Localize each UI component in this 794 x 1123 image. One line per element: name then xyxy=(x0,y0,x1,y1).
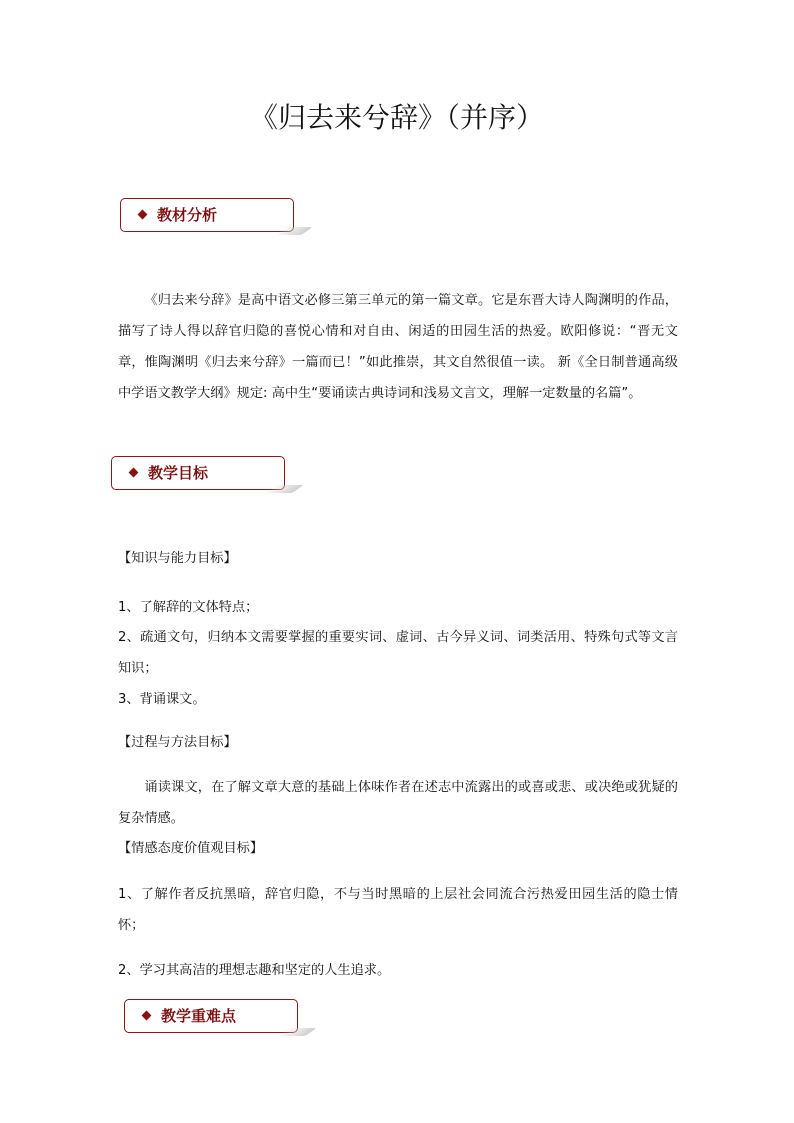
section-label: 教学目标 xyxy=(148,464,209,482)
analysis-paragraph: 《归去来兮辞》是高中语文必修三第三单元的第一篇文章。它是东晋大诗人陶渊明的作品，描写了诗人得以辞官归隐的喜悦心情和对自由、闲适的田园生活的热爱。欧阳修说：“晋无文章，惟陶渊明《归去来兮辞》一篇而已！”如此推崇，其文自然很值一读。 新《全日制普通高级中学语文教学大纲》规定: 高中生“要诵读古典诗词和浅易文言文，理解一定数量的名篇”。 xyxy=(118,293,678,401)
section-label: 教材分析 xyxy=(157,206,218,224)
knowledge-item-1: 1、了解辞的文体特点； xyxy=(118,600,259,615)
header-shadow xyxy=(264,485,303,493)
diamond-bullet-icon xyxy=(138,210,148,220)
knowledge-item-3: 3、背诵课文。 xyxy=(118,692,206,707)
header-shadow xyxy=(273,227,312,235)
emotion-item-2: 2、学习其高洁的理想志趣和坚定的人生追求。 xyxy=(118,963,391,978)
process-heading: 【过程与方法目标】 xyxy=(118,735,237,750)
section-label: 教学重难点 xyxy=(161,1007,237,1025)
page-title: 《归去来兮辞》（并序） xyxy=(249,101,544,134)
emotion-heading: 【情感态度价值观目标】 xyxy=(118,841,264,856)
header-shadow xyxy=(277,1028,316,1036)
knowledge-heading: 【知识与能力目标】 xyxy=(118,551,237,566)
process-paragraph: 诵读课文，在了解文章大意的基础上体味作者在述志中流露出的或喜或悲、或决绝或犹疑的复杂情感。 xyxy=(118,780,678,826)
emotion-item-1: 1、了解作者反抗黑暗，辞官归隐，不与当时黑暗的上层社会同流合污热爱田园生活的隐士情怀； xyxy=(118,887,678,933)
diamond-bullet-icon xyxy=(142,1011,152,1021)
section-header-goals xyxy=(111,456,285,490)
knowledge-item-2: 2、疏通文句，归纳本文需要掌握的重要实词、虚词、古今异义词、词类活用、特殊句式等文言知识； xyxy=(118,630,678,676)
diamond-bullet-icon xyxy=(129,468,139,478)
section-header-analysis xyxy=(120,198,294,232)
section-header-key-points xyxy=(124,999,298,1033)
